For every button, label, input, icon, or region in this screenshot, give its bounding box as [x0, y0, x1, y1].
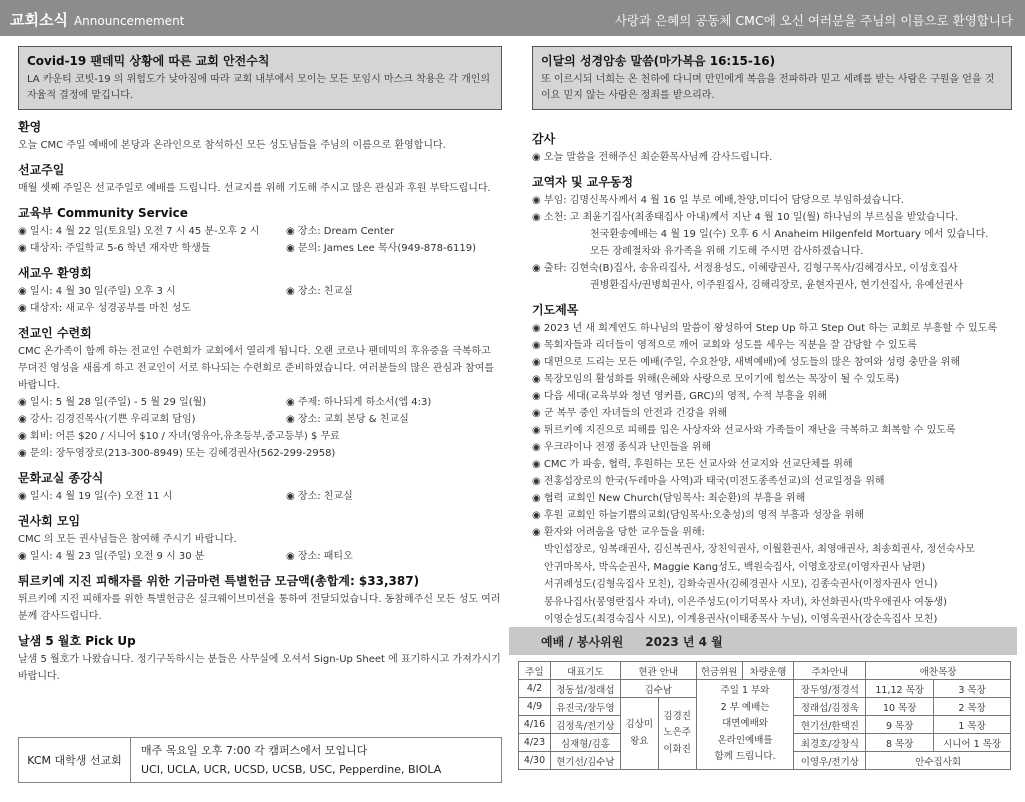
prayer-item: ◉ 군 복무 중인 자녀들의 안전과 건강을 위해 [532, 408, 728, 419]
cell-cell1: 8 목장 [866, 734, 934, 752]
cell-rep: 유진국/장두영 [550, 698, 620, 716]
cell-park: 현기선/한택진 [794, 716, 866, 734]
prayer-item: ◉ 전홍섭장로의 한국(두레마을 사역)과 태국(미전도종족선교)의 선교일정을 위해 [532, 476, 885, 487]
cell-cell2: 1 목장 [934, 716, 1011, 734]
staff-passing: ◉ 소천: 고 최윤기집사(최종태집사 아내)께서 지난 4 월 10 일(월) 하나님의 부르심을 받았습니다. [532, 212, 959, 223]
prayer-item: ◉ 다음 세대(교육부와 청년 영커플, GRC)의 영적, 수적 부흥을 위해 [532, 391, 827, 402]
title-ko: 교회소식 [10, 11, 68, 29]
service-table [518, 661, 1011, 770]
kcm-line-1: 매주 목요일 오후 7:00 각 캠퍼스에서 모입니다 [141, 744, 368, 757]
kcm-box [18, 737, 502, 783]
retreat-row-1 [18, 394, 502, 411]
th-sunday: 주일 [519, 662, 551, 680]
retreat-place: ◉ 장소: 교회 본당 & 친교실 [286, 414, 409, 425]
deaconess-body: CMC 의 모든 권사님들은 참여해 주시기 바랍니다. [18, 534, 237, 545]
edu-row-1 [18, 223, 502, 240]
service-header [509, 627, 1017, 655]
deaconess-date: ◉ 일시: 4 월 23 일(주일) 오전 9 시 30 분 [18, 551, 205, 562]
cell-cell1: 11,12 목장 [866, 680, 934, 698]
service-month: 2023 년 4 월 [645, 634, 723, 649]
staff-passing-3: 모든 장례절차와 유가족을 위해 기도해 주시면 감사하겠습니다. [590, 246, 864, 257]
greet-right-text: 김경진 노은주 이화진 [663, 710, 691, 755]
patient-line: 봉유나집사(봉영란집사 자녀), 이은주성도(이기덕목사 자녀), 차선화권사(박우애권사 여동생) [544, 596, 948, 608]
th-car: 차량운행 [742, 662, 794, 680]
cell-date: 4/9 [519, 698, 551, 716]
staff-away-2: 권병환집사/권병희권사, 이주원집사, 김해리장로, 윤현자권사, 현기선집사, 유예선권사 [590, 280, 964, 291]
culture-section [18, 469, 502, 505]
newmember-date: ◉ 일시: 4 월 30 일(주일) 오후 3 시 [18, 286, 176, 297]
staff-title: 교역자 및 교우동정 [532, 175, 634, 189]
prayer-item: ◉ 목회자들과 리더들이 영적으로 깨어 교회와 성도를 세우는 직분을 잘 감당할 수 있도록 [532, 340, 917, 351]
retreat-title: 전교인 수련회 [18, 326, 92, 340]
cell-rep: 심재형/김홍 [550, 734, 620, 752]
page-title [10, 9, 184, 30]
patient-line: 안귀마목사, 박옥순권사, Maggie Kang성도, 백원숙집사, 이영호장로(이영자권사 남편) [544, 561, 926, 573]
prayer-item: ◉ 목장모임의 활성화를 위해(은혜와 사랑으로 모이기에 힘쓰는 목장이 될 수 있도록) [532, 374, 900, 385]
patient-line: 서귀례성도(김형옥집사 모친), 김화숙권사(김혜경권사 시모), 김종숙권사(이정자권사 언니) [544, 579, 938, 590]
cell-cellmerged: 안수집사회 [866, 752, 1011, 770]
culture-row [18, 488, 502, 505]
thanks-title: 감사 [532, 132, 556, 146]
table-header-row [519, 662, 1011, 680]
th-money: 헌금위원 [696, 662, 742, 680]
cell-date: 4/30 [519, 752, 551, 770]
prayer-item: ◉ 튀르키예 지진으로 피해를 입은 사상자와 선교사와 가족들이 재난을 극복하고 회복할 수 있도록 [532, 425, 956, 436]
mission-section [18, 161, 502, 197]
deaconess-section [18, 512, 502, 565]
edu-row-2 [18, 240, 502, 257]
turkey-body: 튀르키예 지진 피해자를 위한 특별헌금은 실크웨이브미션을 통하여 전달되었습니다. 동참해주신 모든 성도 여러분께 감사드립니다. [18, 594, 501, 622]
retreat-theme: ◉ 주제: 하나되게 하소서(엡 4:3) [286, 397, 432, 408]
prayer-item: ◉ 후원 교회인 하늘기쁨의교회(담임목사:오충성)의 영적 부흥과 성장을 위해 [532, 510, 864, 521]
th-park: 주차안내 [794, 662, 866, 680]
retreat-body: CMC 온가족이 함께 하는 전교인 수련회가 교회에서 열리게 됩니다. 오랜 코로나 팬데믹의 후유증을 극복하고 무뎌진 영성을 새롭게 하고 전교인이 서로 하나되는 수련회로 준비하였습니다. 여러분들의 많은 관심과 참여를 바랍니다. [18, 346, 495, 391]
cell-cell2: 2 목장 [934, 698, 1011, 716]
covid-notice-box [18, 46, 502, 110]
edu-title: 교육부 Community Service [18, 206, 188, 220]
staff-away: ◉ 출타: 김현숙(B)집사, 송유리집사, 서정용성도, 이혜량권사, 김형구목사/김혜경사모, 이성호집사 [532, 263, 958, 274]
newmember-target: ◉ 대상자: 새교우 성경공부를 마친 성도 [18, 303, 191, 314]
prayer-title: 기도제목 [532, 303, 579, 317]
welcome-title: 환영 [18, 120, 42, 134]
manna-section [18, 632, 502, 685]
th-cell: 애찬목장 [866, 662, 1011, 680]
greet-left-text: 김상미 왕요 [625, 718, 654, 747]
mission-body: 매월 셋째 주일은 선교주일로 예배를 드립니다. 선교지를 위해 기도해 주시고 많은 관심과 후원 부탁드립니다. [18, 183, 491, 194]
verse-box [532, 46, 1012, 110]
patient-list [532, 541, 1012, 629]
manna-body: 날샘 5 월호가 나왔습니다. 정기구독하시는 분들은 사무실에 오셔서 Sign-Up Sheet 에 표기하시고 가져가시기 바랍니다. [18, 654, 501, 682]
turkey-section [18, 572, 502, 625]
cell-cell1: 10 목장 [866, 698, 934, 716]
patient-line: 이영순성도(최경숙집사 시모), 이계용권사(이태종목사 누님), 이영옥권사(장순옥집사 모친) [544, 614, 938, 625]
thanks-section [532, 130, 1012, 166]
cell-rep: 김정욱/전기상 [550, 716, 620, 734]
welcome-section [18, 118, 502, 154]
cell-park: 정래섭/김정욱 [794, 698, 866, 716]
kcm-name: KCM 대학생 선교회 [19, 738, 131, 782]
header-bar [0, 0, 1025, 36]
culture-place: ◉ 장소: 친교실 [286, 491, 353, 502]
car-note-text: 주일 1 부와 2 부 예배는 대면예배와 온라인예배를 함께 드립니다. [714, 684, 776, 763]
cell-car-note [696, 680, 794, 770]
cell-date: 4/23 [519, 734, 551, 752]
welcome-body: 오늘 CMC 주일 예배에 본당과 온라인으로 참석하신 모든 성도님들을 주님의 이름으로 환영합니다. [18, 140, 446, 151]
retreat-row-2 [18, 411, 502, 428]
kcm-info [131, 738, 501, 782]
service-label: 예배 / 봉사위원 [541, 634, 624, 649]
cell-park: 최경호/강창식 [794, 734, 866, 752]
prayer-item: ◉ 우크라이나 전쟁 종식과 난민들을 위해 [532, 442, 712, 453]
retreat-section [18, 324, 502, 462]
left-column [18, 46, 502, 692]
cell-date: 4/16 [519, 716, 551, 734]
turkey-title: 튀르키예 지진 피해자를 위한 기금마련 특별헌금 모금액(총합계: $33,387) [18, 574, 420, 588]
staff-section [532, 173, 1012, 294]
right-column [532, 46, 1012, 636]
cell-rep: 현기선/김수남 [550, 752, 620, 770]
staff-appointment: ◉ 부임: 김명신목사께서 4 월 16 일 부로 예배,찬양,미디어 담당으로 부임하셨습니다. [532, 195, 904, 206]
kcm-line-2: UCI, UCLA, UCR, UCSD, UCSB, USC, Pepperdine, BIOLA [141, 762, 442, 776]
cell-cell1: 9 목장 [866, 716, 934, 734]
prayer-section [532, 301, 1012, 629]
cell-cell2: 3 목장 [934, 680, 1011, 698]
title-en: Announcemement [73, 14, 185, 28]
covid-body: LA 카운티 코빗-19 의 위험도가 낮아짐에 따라 교회 내부에서 모이는 모든 모임시 마스크 착용은 각 개인의 자율적 결정에 맡깁니다. [27, 74, 491, 101]
deaconess-row [18, 548, 502, 565]
culture-title: 문화교실 종강식 [18, 471, 104, 485]
th-greet: 현관 안내 [620, 662, 696, 680]
edu-date: ◉ 일시: 4 월 22 일(토요일) 오전 7 시 45 분-오후 2 시 [18, 226, 260, 237]
culture-date: ◉ 일시: 4 월 19 일(수) 오전 11 시 [18, 491, 173, 502]
edu-target: ◉ 대상자: 주일학교 5-6 학년 재자반 학생들 [18, 243, 211, 254]
newmember-place: ◉ 장소: 친교실 [286, 286, 353, 297]
cell-rep: 정동섭/정래섭 [550, 680, 620, 698]
prayer-item: ◉ 협력 교회인 New Church(담임목사: 최순환)의 부흥을 위해 [532, 493, 806, 504]
staff-passing-2: 천국환송예배는 4 월 19 일(수) 오후 6 시 Anaheim Hilgenfeld Mortuary 에서 있습니다. [590, 229, 989, 240]
cell-cell2: 시니어 1 목장 [934, 734, 1011, 752]
th-rep: 대표기도 [550, 662, 620, 680]
cell-park: 이영우/전기상 [794, 752, 866, 770]
newmember-section [18, 264, 502, 317]
edu-place: ◉ 장소: Dream Center [286, 226, 395, 237]
covid-title: Covid-19 팬데믹 상황에 따른 교회 안전수칙 [27, 54, 270, 68]
prayer-item: ◉ 환자와 어려움을 당한 교우들을 위해: [532, 527, 705, 538]
deaconess-title: 권사회 모임 [18, 514, 81, 528]
welcome-banner: 사랑과 은혜의 공동체 CMC에 오신 여러분을 주님의 이름으로 환영합니다 [614, 13, 1013, 28]
retreat-contact: ◉ 문의: 장두영장로(213-300-8949) 또는 김혜경권사(562-299-2958) [18, 448, 336, 459]
cell-park: 장두영/정경석 [794, 680, 866, 698]
edu-contact: ◉ 문의: James Lee 목사(949-878-6119) [286, 243, 476, 254]
prayer-item: ◉ CMC 가 파송, 협력, 후원하는 모든 선교사와 선교지와 선교단체를 위해 [532, 459, 853, 470]
spacer [532, 118, 1012, 130]
table-row [519, 680, 1011, 698]
newmember-title: 새교우 환영회 [18, 266, 92, 280]
prayer-item: ◉ 대면으로 드리는 모든 예배(주일, 수요찬양, 새벽예배)에 성도들의 많은 참여와 성령 충만을 위해 [532, 357, 961, 368]
retreat-date: ◉ 일시: 5 월 28 일(주일) - 5 월 29 일(월) [18, 397, 207, 408]
verse-body: 또 이르시되 너희는 온 천하에 다니며 만민에게 복음을 전파하라 믿고 세례를 받는 사람은 구원을 얻을 것이요 믿지 않는 사람은 정죄를 받으리라. [541, 74, 995, 101]
thanks-line: ◉ 오늘 말씀을 전해주신 최순환목사님께 감사드립니다. [532, 152, 773, 163]
cell-greet-left [620, 698, 658, 770]
retreat-speaker: ◉ 강사: 김경진목사(기쁜 우리교회 담임) [18, 414, 196, 425]
cell-greet-right [658, 698, 696, 770]
verse-title: 이달의 성경암송 말씀(마가복음 16:15-16) [541, 54, 776, 68]
manna-title: 날샘 5 월호 Pick Up [18, 634, 136, 648]
patient-line: 박인섭장로, 임복래권사, 김신복권사, 장친익권사, 이월환권사, 최영애권사, 최송희권사, 정선숙사모 [544, 544, 975, 555]
mission-title: 선교주일 [18, 163, 65, 177]
prayer-list [532, 320, 1012, 541]
deaconess-place: ◉ 장소: 패티오 [286, 551, 353, 562]
cell-date: 4/2 [519, 680, 551, 698]
newmember-row-1 [18, 283, 502, 300]
cell-greet-top: 김수남 [620, 680, 696, 698]
edu-section [18, 204, 502, 257]
prayer-item: ◉ 2023 년 새 회계연도 하나님의 말씀이 왕성하여 Step Up 하고 Step Out 하는 교회로 부흥할 수 있도록 [532, 323, 998, 334]
retreat-fee: ◉ 회비: 어른 $20 / 시니어 $10 / 자녀(영유아,유초등부,중고등부) $ 무료 [18, 431, 340, 442]
